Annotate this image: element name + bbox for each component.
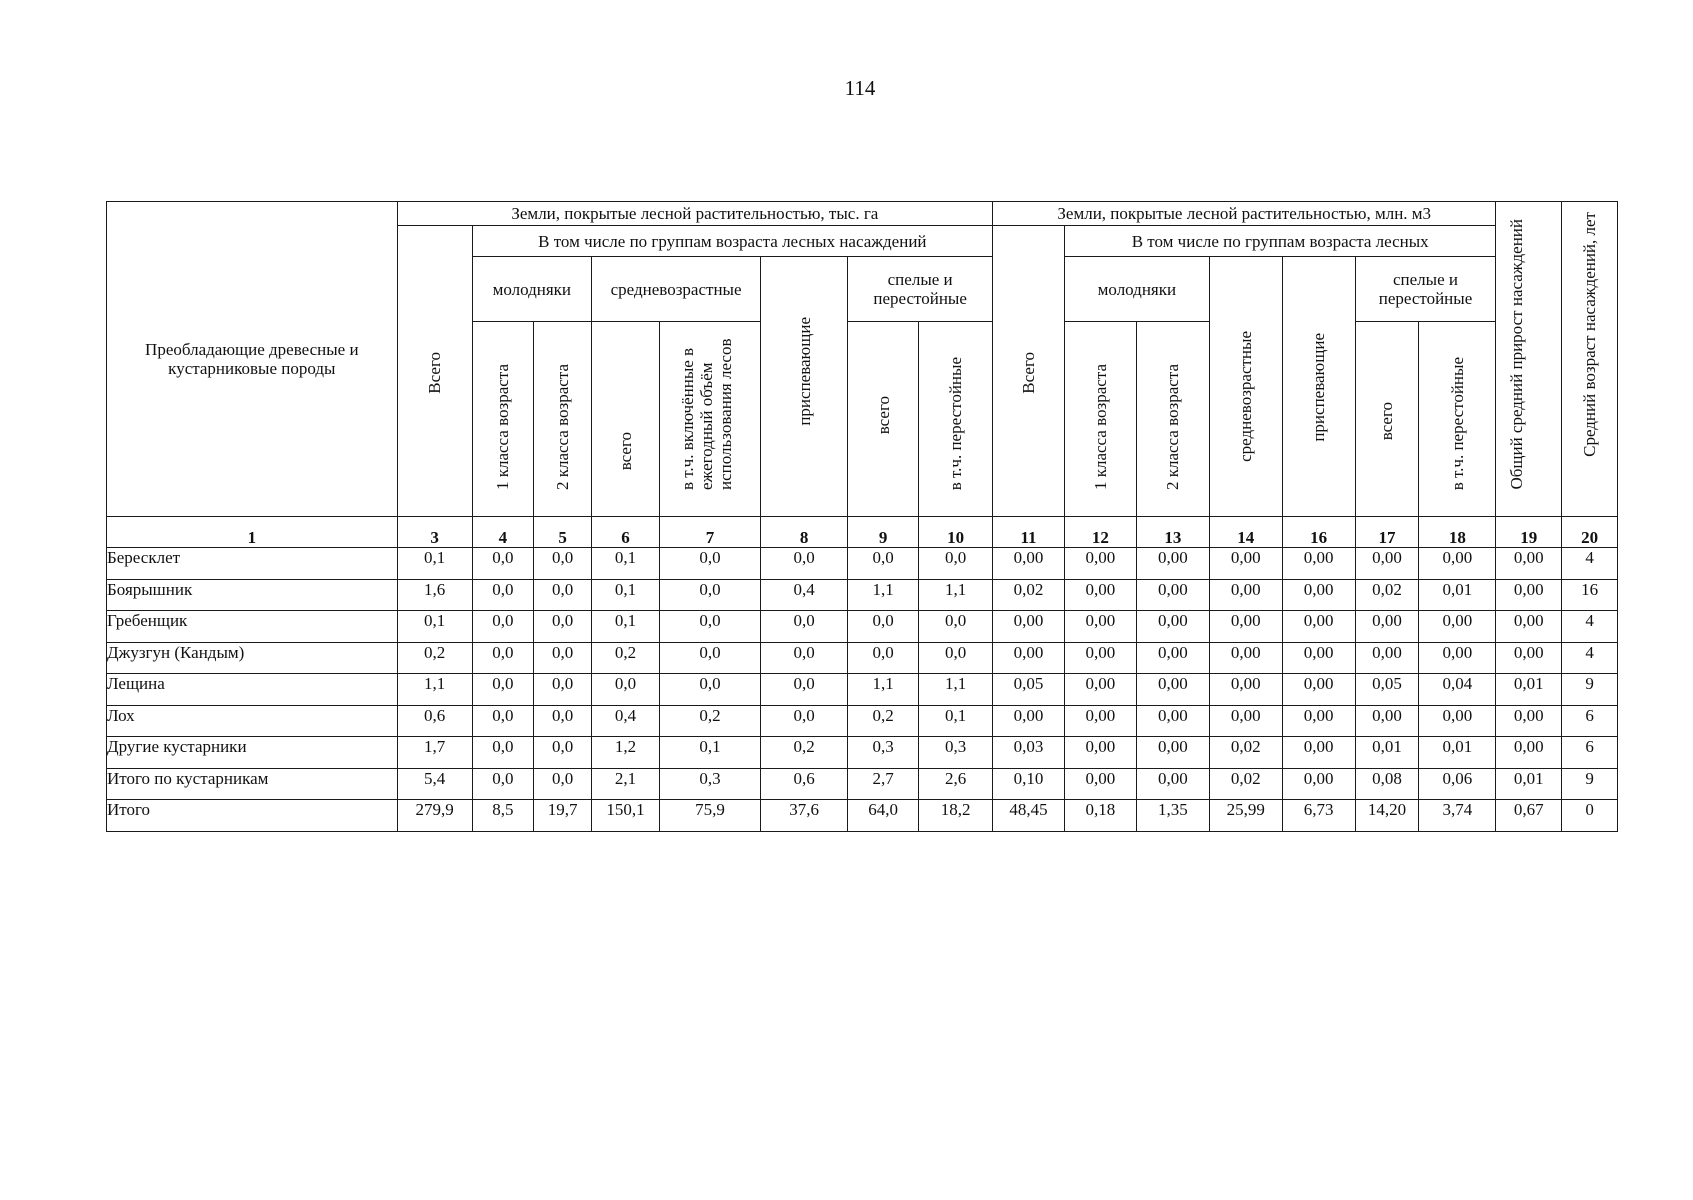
table-row: [107, 737, 1618, 769]
value-cell: 25,99: [1209, 800, 1282, 832]
value-cell: 0,10: [993, 768, 1065, 800]
value-cell: 0,0: [472, 579, 534, 611]
header-area-middle-all: [592, 322, 660, 517]
page-number: 114: [844, 76, 876, 100]
value-cell: 0,3: [659, 768, 760, 800]
value-cell: 0,0: [659, 611, 760, 643]
value-cell: 2,1: [592, 768, 660, 800]
value-cell: 0,02: [1209, 768, 1282, 800]
table-row: [107, 642, 1618, 674]
column-number: 1: [107, 517, 398, 548]
header-volume-group: Земли, покрытые лесной растительностью, млн. м3: [993, 202, 1496, 226]
value-cell: 75,9: [659, 800, 760, 832]
value-cell: 279,9: [397, 800, 472, 832]
value-cell: 0,0: [472, 737, 534, 769]
value-cell: 5,4: [397, 768, 472, 800]
value-cell: 0,0: [659, 642, 760, 674]
value-cell: 0,00: [1282, 768, 1355, 800]
value-cell: 0,00: [1064, 548, 1136, 580]
value-cell: 0,67: [1496, 800, 1562, 832]
value-cell: 48,45: [993, 800, 1065, 832]
header-volume-subgroup: В том числе по группам возраста лесных: [1064, 226, 1495, 257]
table-row: [107, 800, 1618, 832]
value-cell: 0,0: [761, 611, 848, 643]
value-cell: 0,00: [993, 642, 1065, 674]
value-cell: 0,05: [993, 674, 1065, 706]
value-cell: 0,0: [848, 548, 919, 580]
value-cell: 18,2: [919, 800, 993, 832]
value-cell: 0,00: [1355, 642, 1419, 674]
value-cell: 0,00: [1355, 611, 1419, 643]
header-volume-middle-aged-text: средневозрастные: [1236, 331, 1256, 462]
value-cell: 0,00: [1419, 611, 1496, 643]
value-cell: 1,2: [592, 737, 660, 769]
value-cell: 0,00: [1496, 548, 1562, 580]
species-name-cell: Лещина: [107, 674, 398, 706]
value-cell: 0,00: [993, 611, 1065, 643]
species-name-cell: Гребенщик: [107, 611, 398, 643]
value-cell: 0,00: [1419, 705, 1496, 737]
header-area-young: молодняки: [472, 257, 591, 322]
value-cell: 4: [1562, 611, 1618, 643]
value-cell: 0,00: [1136, 768, 1209, 800]
table-header: [107, 202, 1618, 548]
value-cell: 0,00: [1282, 579, 1355, 611]
value-cell: 0,0: [761, 705, 848, 737]
value-cell: 1,1: [397, 674, 472, 706]
value-cell: 37,6: [761, 800, 848, 832]
value-cell: 0,3: [919, 737, 993, 769]
header-volume-ripening: [1282, 257, 1355, 517]
header-volume-class-2-text: 2 класса возраста: [1163, 363, 1183, 490]
value-cell: 0,00: [1209, 548, 1282, 580]
value-cell: 0,00: [1496, 611, 1562, 643]
header-avg-age: [1562, 202, 1618, 517]
column-number: 9: [848, 517, 919, 548]
value-cell: 0,00: [1064, 579, 1136, 611]
header-volume-overmature-text: в т.ч. перестойные: [1447, 356, 1467, 490]
column-number: 6: [592, 517, 660, 548]
value-cell: 0,0: [848, 642, 919, 674]
species-name-cell: Итого: [107, 800, 398, 832]
value-cell: 0,00: [1282, 611, 1355, 643]
header-volume-mature-all: [1355, 322, 1419, 517]
value-cell: 0,01: [1419, 737, 1496, 769]
header-area-group: Земли, покрытые лесной растительностью, тыс. га: [397, 202, 992, 226]
table-body: [107, 548, 1618, 832]
species-name-cell: Другие кустарники: [107, 737, 398, 769]
value-cell: 0,0: [919, 548, 993, 580]
value-cell: 0,01: [1355, 737, 1419, 769]
value-cell: 0,0: [534, 768, 592, 800]
value-cell: 1,1: [848, 674, 919, 706]
header-area-mature-all-text: всего: [873, 395, 893, 434]
value-cell: 0,00: [1282, 737, 1355, 769]
header-volume-total: [993, 226, 1065, 517]
header-area-overmature: [919, 322, 993, 517]
header-volume-class-1: [1064, 322, 1136, 517]
column-number: 10: [919, 517, 993, 548]
value-cell: 0,00: [1496, 579, 1562, 611]
value-cell: 0,00: [1064, 674, 1136, 706]
value-cell: 0,0: [919, 611, 993, 643]
header-area-middle-all-text: всего: [615, 431, 635, 470]
header-volume-class-1-text: 1 класса возраста: [1090, 363, 1110, 490]
species-name-cell: Бересклет: [107, 548, 398, 580]
value-cell: 0,00: [1209, 705, 1282, 737]
column-number: 11: [993, 517, 1065, 548]
value-cell: 0,00: [1282, 674, 1355, 706]
table-row: [107, 611, 1618, 643]
value-cell: 0,00: [1209, 642, 1282, 674]
value-cell: 0,08: [1355, 768, 1419, 800]
column-number: 8: [761, 517, 848, 548]
value-cell: 0,1: [659, 737, 760, 769]
species-name-cell: Лох: [107, 705, 398, 737]
header-area-ripening-text: приспевающие: [794, 317, 814, 426]
value-cell: 1,7: [397, 737, 472, 769]
value-cell: 0,00: [1064, 611, 1136, 643]
table-row: [107, 548, 1618, 580]
value-cell: 64,0: [848, 800, 919, 832]
header-species: Преобладающие древесные и кустарниковые породы: [107, 202, 398, 517]
value-cell: 0,06: [1419, 768, 1496, 800]
header-volume-mature: спелые и перестойные: [1355, 257, 1496, 322]
value-cell: 2,7: [848, 768, 919, 800]
value-cell: 0,0: [472, 705, 534, 737]
value-cell: 0,1: [397, 548, 472, 580]
column-number: 17: [1355, 517, 1419, 548]
column-number: 7: [659, 517, 760, 548]
header-area-class-1: [472, 322, 534, 517]
value-cell: 0,0: [592, 674, 660, 706]
value-cell: 0,00: [1136, 579, 1209, 611]
value-cell: 8,5: [472, 800, 534, 832]
table-row: [107, 674, 1618, 706]
value-cell: 0,00: [1355, 705, 1419, 737]
value-cell: 0,4: [592, 705, 660, 737]
value-cell: 0,00: [1064, 737, 1136, 769]
header-volume-young: молодняки: [1064, 257, 1209, 322]
value-cell: 0,00: [1209, 674, 1282, 706]
value-cell: 0,0: [659, 579, 760, 611]
header-avg-age-text: Средний возраст насаждений, лет: [1580, 212, 1600, 457]
value-cell: 6: [1562, 737, 1618, 769]
value-cell: 9: [1562, 674, 1618, 706]
value-cell: 0,02: [993, 579, 1065, 611]
value-cell: 0,00: [1496, 642, 1562, 674]
value-cell: 0,1: [592, 611, 660, 643]
header-volume-class-2: [1136, 322, 1209, 517]
value-cell: 0,0: [472, 674, 534, 706]
value-cell: 0,04: [1419, 674, 1496, 706]
header-area-ripening: [761, 257, 848, 517]
table-row: [107, 768, 1618, 800]
column-number: 4: [472, 517, 534, 548]
value-cell: 0,00: [1282, 705, 1355, 737]
value-cell: 0,0: [472, 611, 534, 643]
value-cell: 0,0: [659, 548, 760, 580]
column-number: 12: [1064, 517, 1136, 548]
value-cell: 0,00: [1136, 548, 1209, 580]
value-cell: 0,1: [919, 705, 993, 737]
value-cell: 0,00: [1496, 737, 1562, 769]
value-cell: 0,01: [1419, 579, 1496, 611]
value-cell: 0,00: [1136, 611, 1209, 643]
value-cell: 0,00: [1064, 642, 1136, 674]
value-cell: 0: [1562, 800, 1618, 832]
header-area-subgroup: В том числе по группам возраста лесных насаждений: [472, 226, 993, 257]
value-cell: 0,00: [1136, 737, 1209, 769]
value-cell: 3,74: [1419, 800, 1496, 832]
value-cell: 0,2: [659, 705, 760, 737]
value-cell: 0,0: [534, 737, 592, 769]
value-cell: 2,6: [919, 768, 993, 800]
value-cell: 150,1: [592, 800, 660, 832]
value-cell: 0,00: [1136, 642, 1209, 674]
value-cell: 9: [1562, 768, 1618, 800]
value-cell: 0,6: [397, 705, 472, 737]
header-volume-ripening-text: приспевающие: [1309, 333, 1329, 442]
value-cell: 14,20: [1355, 800, 1419, 832]
header-area-class-2-text: 2 класса возраста: [553, 363, 573, 490]
value-cell: 0,0: [761, 674, 848, 706]
value-cell: 6,73: [1282, 800, 1355, 832]
species-name-cell: Боярышник: [107, 579, 398, 611]
value-cell: 4: [1562, 548, 1618, 580]
column-number: 14: [1209, 517, 1282, 548]
value-cell: 0,00: [993, 548, 1065, 580]
species-name-cell: Итого по кустарникам: [107, 768, 398, 800]
value-cell: 0,0: [659, 674, 760, 706]
header-volume-overmature: [1419, 322, 1496, 517]
header-area-class-1-text: 1 класса возраста: [493, 363, 513, 490]
value-cell: 0,0: [534, 705, 592, 737]
value-cell: 1,1: [848, 579, 919, 611]
value-cell: 0,0: [534, 642, 592, 674]
value-cell: 0,2: [761, 737, 848, 769]
value-cell: 0,0: [472, 768, 534, 800]
value-cell: 0,1: [397, 611, 472, 643]
value-cell: 0,0: [919, 642, 993, 674]
header-area-class-2: [534, 322, 592, 517]
header-volume-total-text: Всего: [1019, 352, 1039, 394]
header-avg-growth-text: Общий средний прирост насаждений: [1506, 219, 1526, 490]
value-cell: 0,0: [472, 548, 534, 580]
value-cell: 0,05: [1355, 674, 1419, 706]
value-cell: 4: [1562, 642, 1618, 674]
value-cell: 0,0: [848, 611, 919, 643]
value-cell: 0,2: [848, 705, 919, 737]
header-avg-growth: [1496, 202, 1562, 517]
value-cell: 0,00: [1419, 642, 1496, 674]
column-number: 18: [1419, 517, 1496, 548]
value-cell: 0,0: [534, 579, 592, 611]
column-number: 3: [397, 517, 472, 548]
value-cell: 1,35: [1136, 800, 1209, 832]
value-cell: 1,6: [397, 579, 472, 611]
header-area-mature-all: [848, 322, 919, 517]
value-cell: 0,0: [534, 674, 592, 706]
value-cell: 0,00: [993, 705, 1065, 737]
value-cell: 0,00: [1064, 705, 1136, 737]
value-cell: 0,01: [1496, 674, 1562, 706]
header-area-overmature-text: в т.ч. перестойные: [946, 356, 966, 490]
value-cell: 0,2: [397, 642, 472, 674]
header-area-annual-volume-text: в т.ч. включённые в ежегодный объём использования лесов: [678, 338, 735, 490]
value-cell: 0,2: [592, 642, 660, 674]
column-number: 13: [1136, 517, 1209, 548]
header-area-annual-volume: [659, 322, 760, 517]
value-cell: 0,00: [1209, 579, 1282, 611]
forest-stock-table: [106, 201, 1618, 832]
header-area-total: [397, 226, 472, 517]
value-cell: 0,02: [1355, 579, 1419, 611]
value-cell: 0,00: [1355, 548, 1419, 580]
value-cell: 0,03: [993, 737, 1065, 769]
table-row: [107, 705, 1618, 737]
value-cell: 1,1: [919, 579, 993, 611]
value-cell: 0,0: [761, 642, 848, 674]
value-cell: 0,00: [1136, 705, 1209, 737]
value-cell: 0,1: [592, 548, 660, 580]
column-number-row: [107, 517, 1618, 548]
value-cell: 0,6: [761, 768, 848, 800]
value-cell: 0,18: [1064, 800, 1136, 832]
value-cell: 0,1: [592, 579, 660, 611]
column-number: 5: [534, 517, 592, 548]
value-cell: 0,01: [1496, 768, 1562, 800]
header-area-mature: спелые и перестойные: [848, 257, 993, 322]
value-cell: 0,0: [534, 548, 592, 580]
value-cell: 0,00: [1419, 548, 1496, 580]
value-cell: 16: [1562, 579, 1618, 611]
value-cell: 0,00: [1209, 611, 1282, 643]
header-area-middle-aged: средневозрастные: [592, 257, 761, 322]
value-cell: 0,00: [1496, 705, 1562, 737]
value-cell: 0,02: [1209, 737, 1282, 769]
value-cell: 1,1: [919, 674, 993, 706]
value-cell: 0,0: [761, 548, 848, 580]
header-volume-middle-aged: [1209, 257, 1282, 517]
value-cell: 0,00: [1064, 768, 1136, 800]
value-cell: 0,4: [761, 579, 848, 611]
value-cell: 0,3: [848, 737, 919, 769]
value-cell: 0,00: [1282, 642, 1355, 674]
column-number: 19: [1496, 517, 1562, 548]
value-cell: 0,0: [472, 642, 534, 674]
value-cell: 0,00: [1282, 548, 1355, 580]
header-area-total-text: Всего: [425, 352, 445, 394]
species-name-cell: Джузгун (Кандым): [107, 642, 398, 674]
value-cell: 19,7: [534, 800, 592, 832]
header-volume-mature-all-text: всего: [1377, 401, 1397, 440]
column-number: 16: [1282, 517, 1355, 548]
value-cell: 6: [1562, 705, 1618, 737]
value-cell: 0,0: [534, 611, 592, 643]
table-row: [107, 579, 1618, 611]
value-cell: 0,00: [1136, 674, 1209, 706]
column-number: 20: [1562, 517, 1618, 548]
